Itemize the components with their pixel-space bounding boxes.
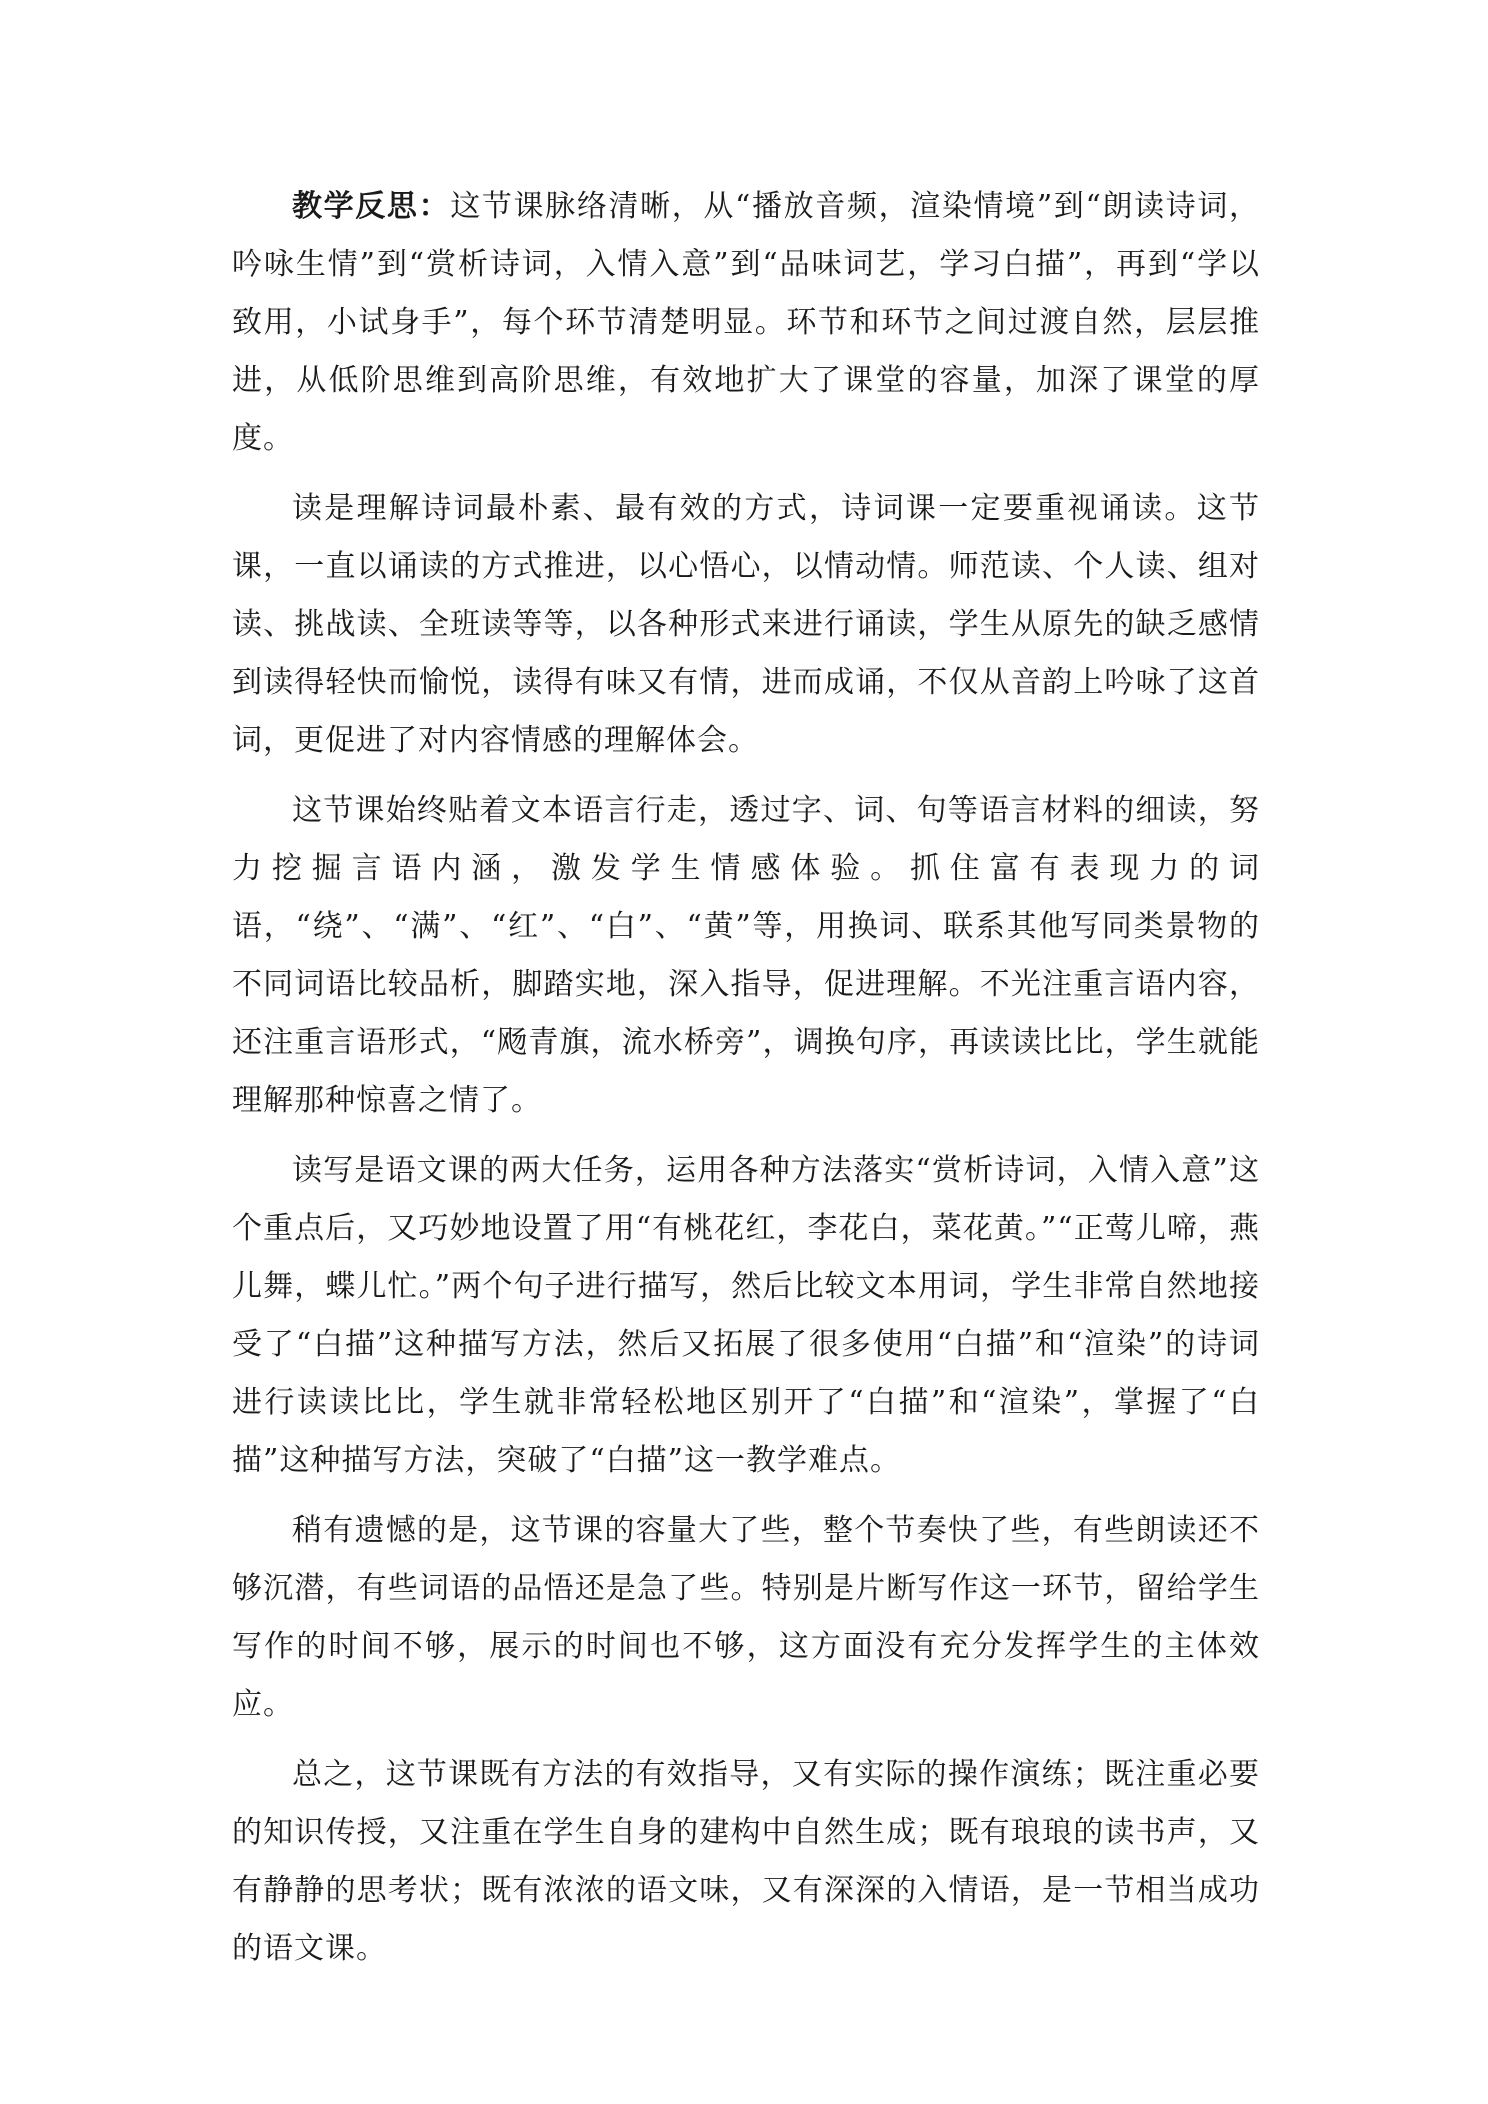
paragraph-reading-writing: 读写是语文课的两大任务，运用各种方法落实“赏析诗词，入情入意”这个重点后，又巧妙地设置了用“有桃花红，李花白，菜花黄。”“正莺儿啼，燕儿舞，蝶儿忙。”两个句子进行描写，然后比较文本用词，学生非常自然地接受了“白描”这种描写方法，然后又拓展了很多使用“白描”和“渲染”的诗词进行读读比比，学生就非常轻松地区别开了“白描”和“渲染”，掌握了“白描”这种描写方法，突破了“白描”这一教学难点。: [232, 1153, 1260, 1478]
paragraph-conclusion: 总之，这节课既有方法的有效指导，又有实际的操作演练；既注重必要的知识传授，又注重在学生自身的建构中自然生成；既有琅琅的读书声，又有静静的思考状；既有浓浓的语文味，又有深深的入情语，是一节相当成功的语文课。: [232, 1757, 1260, 1966]
paragraph-regrets: 稍有遗憾的是，这节课的容量大了些，整个节奏快了些，有些朗读还不够沉潜，有些词语的品悟还是急了些。特别是片断写作这一环节，留给学生写作的时间不够，展示的时间也不够，这方面没有充分发挥学生的主体效应。: [232, 1513, 1260, 1722]
document-body: [232, 178, 1260, 1978]
paragraph-language: 这节课始终贴着文本语言行走，透过字、词、句等语言材料的细读，努力挖掘言语内涵，激发学生情感体验。抓住富有表现力的词语，“绕”、“满”、“红”、“白”、“黄”等，用换词、联系其他写同类景物的不同词语比较品析，脚踏实地，深入指导，促进理解。不光注重言语内容，还注重言语形式，“飏青旗，流水桥旁”，调换句序，再读读比比，学生就能理解那种惊喜之情了。: [232, 793, 1260, 1118]
reflection-heading-label: 教学反思：: [292, 189, 451, 224]
paragraph-reflection-intro: [232, 178, 1260, 468]
paragraph-text: 这节课脉络清晰，从“播放音频，渲染情境”到“朗读诗词，吟咏生情”到“赏析诗词，入情入意”到“品味词艺，学习白描”，再到“学以致用，小试身手”，每个环节清楚明显。环节和环节之间过渡自然，层层推进，从低阶思维到高阶思维，有效地扩大了课堂的容量，加深了课堂的厚度。: [232, 189, 1261, 456]
paragraph-reading: 读是理解诗词最朴素、最有效的方式，诗词课一定要重视诵读。这节课，一直以诵读的方式推进，以心悟心，以情动情。师范读、个人读、组对读、挑战读、全班读等等，以各种形式来进行诵读，学生从原先的缺乏感情到读得轻快而愉悦，读得有味又有情，进而成诵，不仅从音韵上吟咏了这首词，更促进了对内容情感的理解体会。: [232, 491, 1260, 758]
